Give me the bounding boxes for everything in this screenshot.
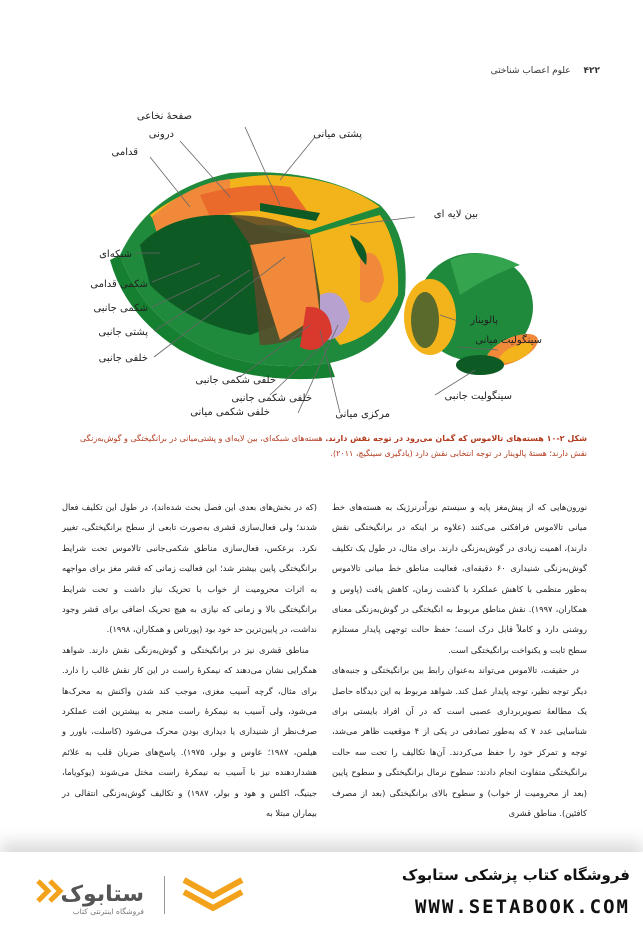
figure-caption: [62, 431, 587, 461]
label-ventral-posterolateral-2: خلفی شکمی جانبی: [231, 393, 312, 404]
label-internal: درونی: [148, 129, 174, 140]
logo-subtext: فروشگاه اینترنتی کتاب: [72, 907, 144, 916]
label-mediodorsal: پشتی میانی: [313, 129, 362, 140]
label-reticular: شبکه‌ای: [99, 249, 132, 260]
label-ventral-posterolateral-1: خلفی شکمی جانبی: [195, 375, 276, 386]
label-medial-geniculate: سینگولیت میانی: [475, 335, 542, 346]
setabook-logo-text: [32, 873, 152, 917]
shop-name: فروشگاه کتاب پزشکی ستابوک: [401, 866, 630, 884]
thalamus-figure: [80, 95, 570, 425]
paragraph: (که در بخش‌های بعدی این فصل بحث شده‌اند)، در طول این تکلیف فعال شدند؛ ولی فعال‌سازی قشری به‌صورت تابعی از سطح برانگیختگی، تغییر نکرد. برعکس، فعال‌سازی مناطق شکمی‌جانبی تالاموس تحت شرایط برانگیختگی پایین بیشتر شد؛ این فعالیت زمانی که قشر مغز برای مواجهه به اثرات محرومیت از خواب با تحریک نیاز داشت و تحت شرایط برانگیختگی بالا و زمانی که نیازی به هیچ تحریک اضافی برای قشر وجود نداشت، در پایین‌ترین حد خود بود (پورتاس و همکاران، ۱۹۹۸).: [62, 502, 317, 635]
label-spinal-plate: صفحهٔ نخاعی: [136, 111, 192, 122]
paragraph: در حقیقت، تالاموس می‌تواند به‌عنوان رابط بین برانگیختگی و جنبه‌های دیگر توجه نظیر، توجه پایدار عمل کند. شواهد مربوط به این دیدگاه حاصل یک مطالعهٔ تصویربرداری عصبی است که در آن افراد بایستی برای شناسایی عدد ۷ که به‌طور تصادفی در یکی از ۴ موقعیت ظاهر می‌شد، توجه و تمرکز خود را حفظ می‌کردند. آن‌ها تکالیف را تحت سه حالت برانگیختگی متفاوت انجام دادند: سطوح نرمال برانگیختگی و سطوح پایین (بعد از محرومیت از خواب) و سطوح بالای برانگیختگی (بعد از مصرف کافئین). مناطق قشری: [332, 665, 587, 819]
running-header: [470, 66, 600, 82]
label-lateral-geniculate: سینگولیت جانبی: [444, 391, 512, 402]
logo-divider: [164, 876, 165, 914]
caption-title: شکل ۲-۱۰ هسته‌های تالاموس که گمان می‌رود در توجه نقش دارند.: [325, 434, 587, 443]
text-column-left: [62, 497, 317, 824]
running-title: علوم اعصاب شناختی: [490, 66, 571, 76]
label-centromedian: مرکزی میانی: [335, 409, 390, 420]
paragraph: نورون‌هایی که از پیش‌مغز پایه و سیستم نوراًدرنرژیک به هسته‌های خط میانی تالاموس فرافکنی می‌کنند (علاوه بر اینکه در برانگیختگی نقش دارند)، اهمیت زیادی در گوش‌به‌زنگی دارند. برای مثال، در طول یک تکلیف گوش‌به‌زنگی شنیداری ۶۰ دقیقه‌ای، فعالیت مناطق خط میانی تالاموس به‌طور منظمی با کاهش عملکرد با گذشت زمان، کاهش یافت (پاوس و همکاران، ۱۹۹۷). نقش مناطق مربوط به انگیختگی در گوش‌به‌زنگی معنای روشنی دارد و کاملاً قابل درک است؛ حفظ حالت توجهی پایدار مستلزم سطح ثابت و یکنواخت برانگیختگی است.: [332, 502, 587, 655]
shop-url[interactable]: WWW.SETABOOK.COM: [414, 896, 630, 918]
label-anterior: قدامی: [111, 147, 138, 158]
logo-word: ستابوک: [60, 882, 144, 907]
paragraph: مناطق قشری نیز در برانگیختگی و گوش‌به‌زنگی نقش دارند. شواهد همگرایی نشان می‌دهند که نیمکرهٔ راست در این کار نقش غالب را دارد. برای مثال، گرچه آسیب مغزی، موجب کند شدن واکنش به محرک‌ها می‌شود، ولی آسیب به نیمکرهٔ راست منجر به بیشترین افت عملکرد صرف‌نظر از شنیداری یا دیداری بودن محرک می‌شود (کاسلت، باورر و هیلمن، ۱۹۸۷؛ عاوس و بولر، ۱۹۷۵). پاسخ‌های ضربان قلب به علائم هشداردهنده نیز با آسیب به نیمکرهٔ راست مختل می‌شوند (یوکویاما، جینیگ، اکلس و هود و بولر، ۱۹۸۷) و تکالیف گوش‌به‌زنگی انتقالی در بیماران مبتلا به: [62, 644, 317, 819]
label-pulvinar: پالوینار: [470, 315, 498, 326]
page-number: ۴۲۲: [583, 66, 600, 76]
label-intralaminar: بین لایه ای: [433, 209, 478, 220]
caption-text: هسته‌های شبکه‌ای، بین لایه‌ای و پشتی‌میانی در برانگیختگی و گوش‌به‌زنگی نقش دارند؛ هستهٔ پالوینار در توجه انتخابی نقش دارد (یادگیری سینگیچ، ۲۰۱۱).: [80, 434, 587, 458]
text-column-right: [332, 497, 587, 824]
label-lateral-dorsal: پشتی جانبی: [98, 327, 148, 338]
label-ventral-anterior: شکمی قدامی: [90, 279, 148, 290]
label-lateral-posterior: خلفی جانبی: [98, 353, 148, 364]
label-ventral-posteromedial: خلفی شکمی میانی: [190, 407, 270, 418]
setabook-logo-mark: [180, 876, 246, 916]
label-ventral-lateral: شکمی جانبی: [93, 303, 148, 314]
